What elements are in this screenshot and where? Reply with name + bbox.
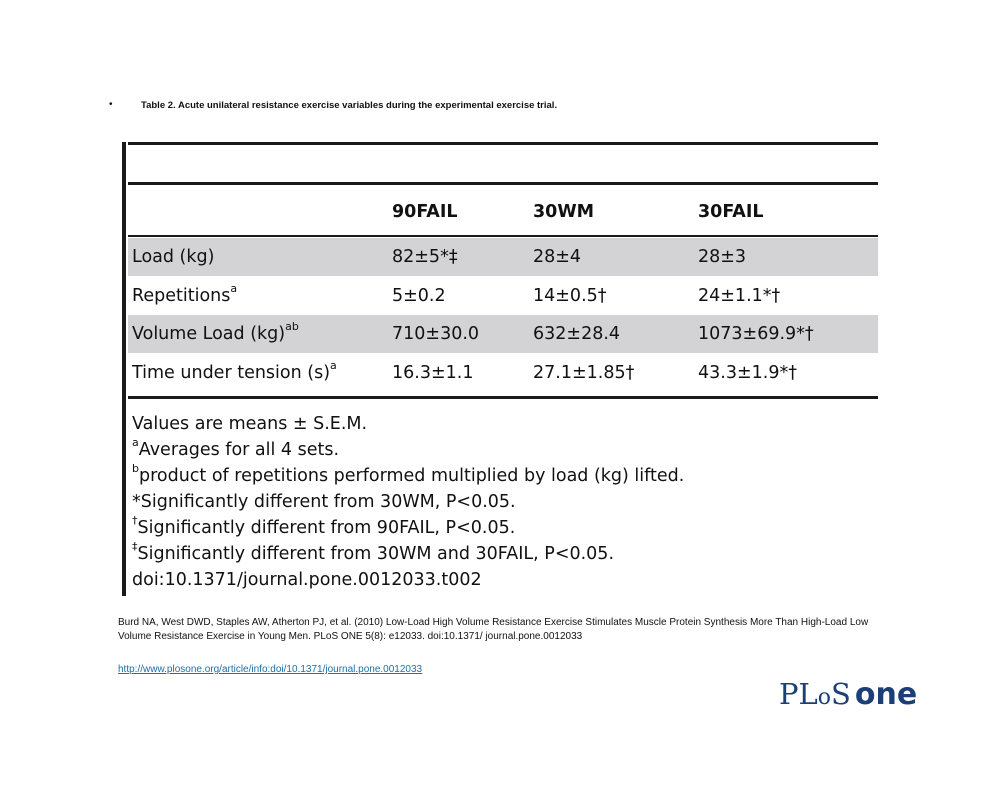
row-label-sup: a	[330, 359, 337, 373]
footnote: $^a$Averages for all 4 sets.	[132, 436, 340, 460]
header-90fail: 90FAIL	[392, 202, 458, 222]
footnote: †Significantly different from 90FAIL, P<0.05.	[132, 514, 516, 538]
row-value-30fail: 1073±69.9*†	[698, 324, 814, 344]
row-value-90fail: 5±0.2	[392, 286, 446, 306]
footnote: Values are means ± S.E.M.	[132, 414, 368, 434]
table-header-bottom-rule	[128, 235, 878, 237]
row-value-30wm: 14±0.5†	[533, 286, 607, 306]
row-label-sup: ab	[285, 320, 299, 334]
header-30fail: 30FAIL	[698, 202, 764, 222]
row-value-30wm: 27.1±1.85†	[533, 363, 635, 383]
footnote-marker: ‡	[132, 540, 138, 554]
row-value-90fail: 82±5*‡	[392, 247, 458, 267]
article-link[interactable]: http://www.plosone.org/article/info:doi/10.1371/journal.pone.0012033	[118, 664, 423, 675]
table-left-border	[122, 142, 126, 596]
table-caption: Table 2. Acute unilateral resistance exercise variables during the experimental exercise trial.	[141, 100, 558, 111]
table-row-repetitions	[128, 277, 878, 315]
table-footnotes	[132, 411, 684, 593]
row-label: Repetitions$^a$	[132, 282, 238, 306]
table-top-rule	[128, 142, 878, 145]
footnote-marker: a	[132, 436, 139, 450]
table-header-top-rule	[128, 182, 878, 185]
table-bottom-rule	[128, 396, 878, 399]
row-value-30wm: 632±28.4	[533, 324, 621, 344]
footnote-marker: b	[132, 462, 139, 476]
table-figure	[122, 142, 878, 596]
table-row-load	[128, 238, 878, 276]
row-value-30fail: 43.3±1.9*†	[698, 363, 797, 383]
footnote: ‡Significantly different from 30WM and 30FAIL, P<0.05.	[132, 540, 615, 564]
bullet-marker: •	[109, 99, 113, 110]
table-header-row	[128, 194, 878, 230]
footnote: $^b$product of repetitions performed multiplied by load (kg) lifted.	[132, 462, 685, 486]
row-label-sup: a	[230, 282, 238, 296]
table-row-volume-load	[128, 315, 878, 353]
row-value-90fail: 16.3±1.1	[392, 363, 474, 383]
doi-line: doi:10.1371/journal.pone.0012033.t002	[132, 570, 482, 590]
footnote-marker: †	[132, 514, 138, 528]
citation-text: Burd NA, West DWD, Staples AW, Atherton PJ, et al. (2010) Low-Load High Volume Resistance Exercise Stimulates Muscle Protein Synthesis More Than High-Load Low Volume Resistance Exercise in Young Men. PLoS ONE 5(8): e12033. doi:10.1371/ journal.pone.0012033	[118, 617, 869, 642]
row-value-30wm: 28±4	[533, 247, 582, 267]
footnote: *Significantly different from 30WM, P<0.05.	[132, 492, 516, 512]
table-row-time-under-tension	[128, 354, 878, 392]
row-value-30fail: 24±1.1*†	[698, 286, 781, 306]
row-label: Volume Load (kg)$^{ab}$	[132, 320, 299, 344]
row-value-30fail: 28±3	[698, 247, 747, 267]
row-label: Load (kg)	[132, 247, 215, 267]
header-30wm: 30WM	[533, 202, 595, 222]
row-value-90fail: 710±30.0	[392, 324, 480, 344]
plos-one-logo: PLoS one	[779, 677, 918, 712]
row-label: Time under tension $(s)^a$	[132, 359, 337, 383]
